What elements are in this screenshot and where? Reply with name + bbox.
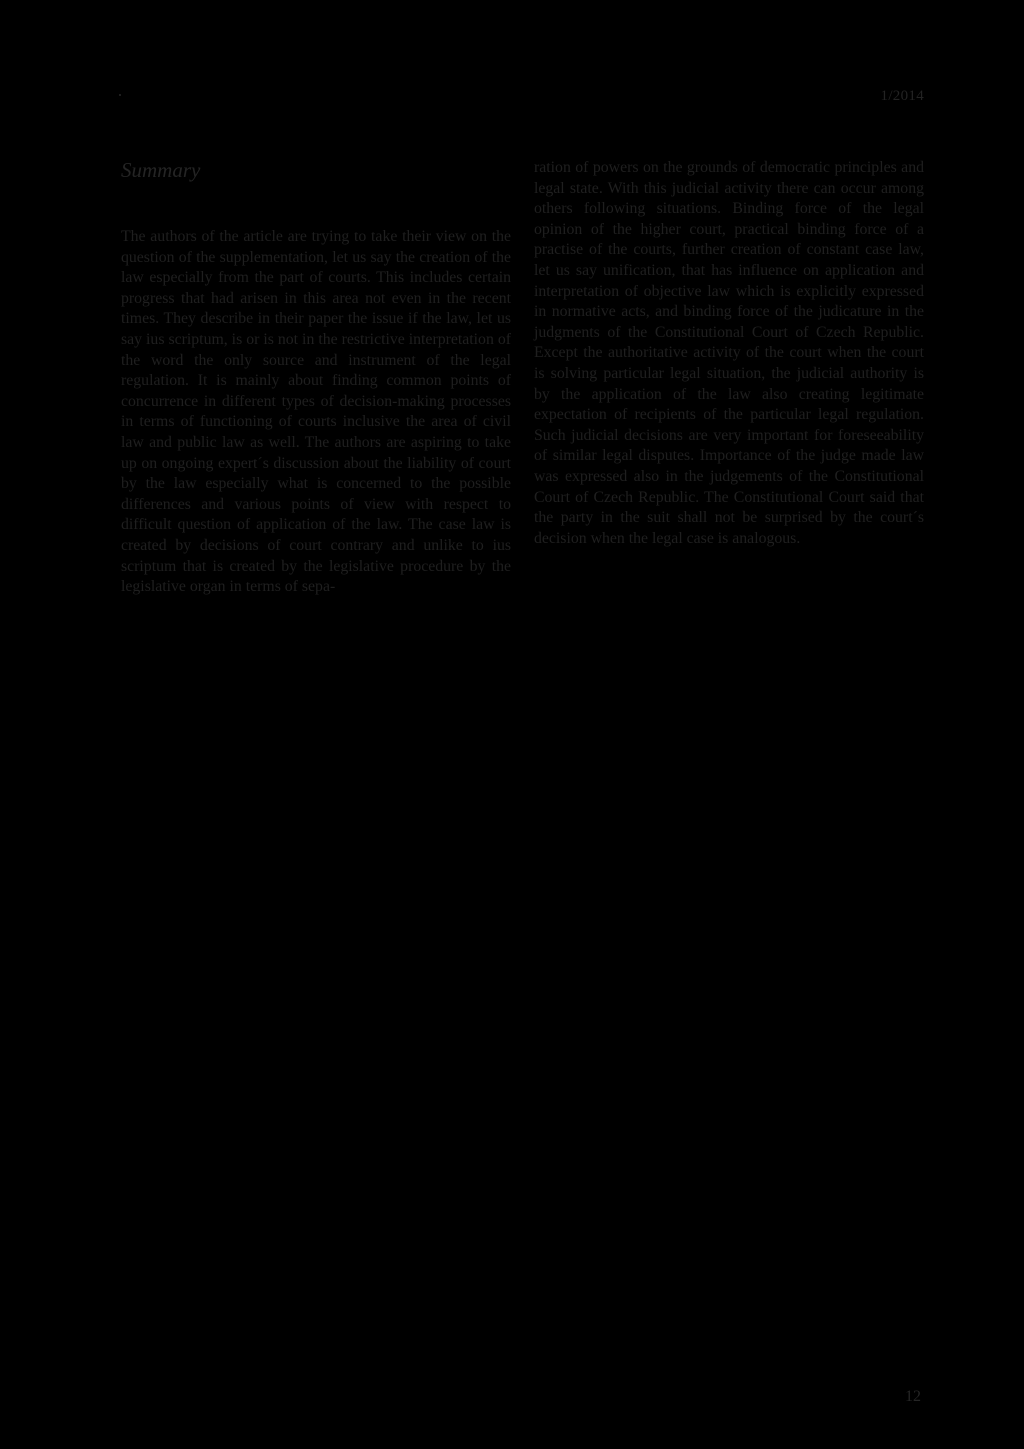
summary-left-column: The authors of the article are trying to take their view on the question of the supplementation, let us say the creation of the law especially from the part of courts. This includes certain progress that had arisen in this area not even in the recent times. They describe in their paper the issue if the law, let us say ius scriptum, is or is not in the restrictive interpretation of the word the only source and instrument of the legal regulation. It is mainly about finding common points of concurrence in different types of decision-making processes in terms of functioning of courts inclusive the area of civil law and public law as well. The authors are aspiring to take up on ongoing expert´s discussion about the liability of court by the law especially what is concerned to the possible differences and various points of view with respect to difficult question of application of the law. The case law is created by decisions of court contrary and unlike to ius scriptum that is created by the legislative procedure by the legislative organ in terms of sepa- [121, 228, 511, 596]
summary-right-column: ration of powers on the grounds of democratic principles and legal state. With this judicial activity there can occur among others following situations. Binding force of the legal opinion of the higher court, practical binding force of a practise of the courts, further creation of constant case law, let us say unification, that has influence on application and interpretation of objective law which is explicitly expressed in normative acts, and binding force of the judicature in the judgments of the Constitutional Court of Czech Republic. Except the authoritative activity of the court when the court is solving particular legal situation, the judicial authority is by the application of the law also creating legitimate expectation of recipients of the particular legal regulation. Such judicial decisions are very important for foreseeability of similar legal disputes. Importance of the judge made law was expressed also in the judgements of the Constitutional Court of Czech Republic. The Constitutional Court said that the party in the suit shall not be surprised by the court´s decision when the legal case is analogous. [534, 159, 924, 547]
header-dot [119, 94, 121, 96]
page-number: 12 [905, 1388, 921, 1405]
summary-heading: Summary [121, 158, 201, 182]
issue-label: 1/2014 [880, 88, 924, 104]
